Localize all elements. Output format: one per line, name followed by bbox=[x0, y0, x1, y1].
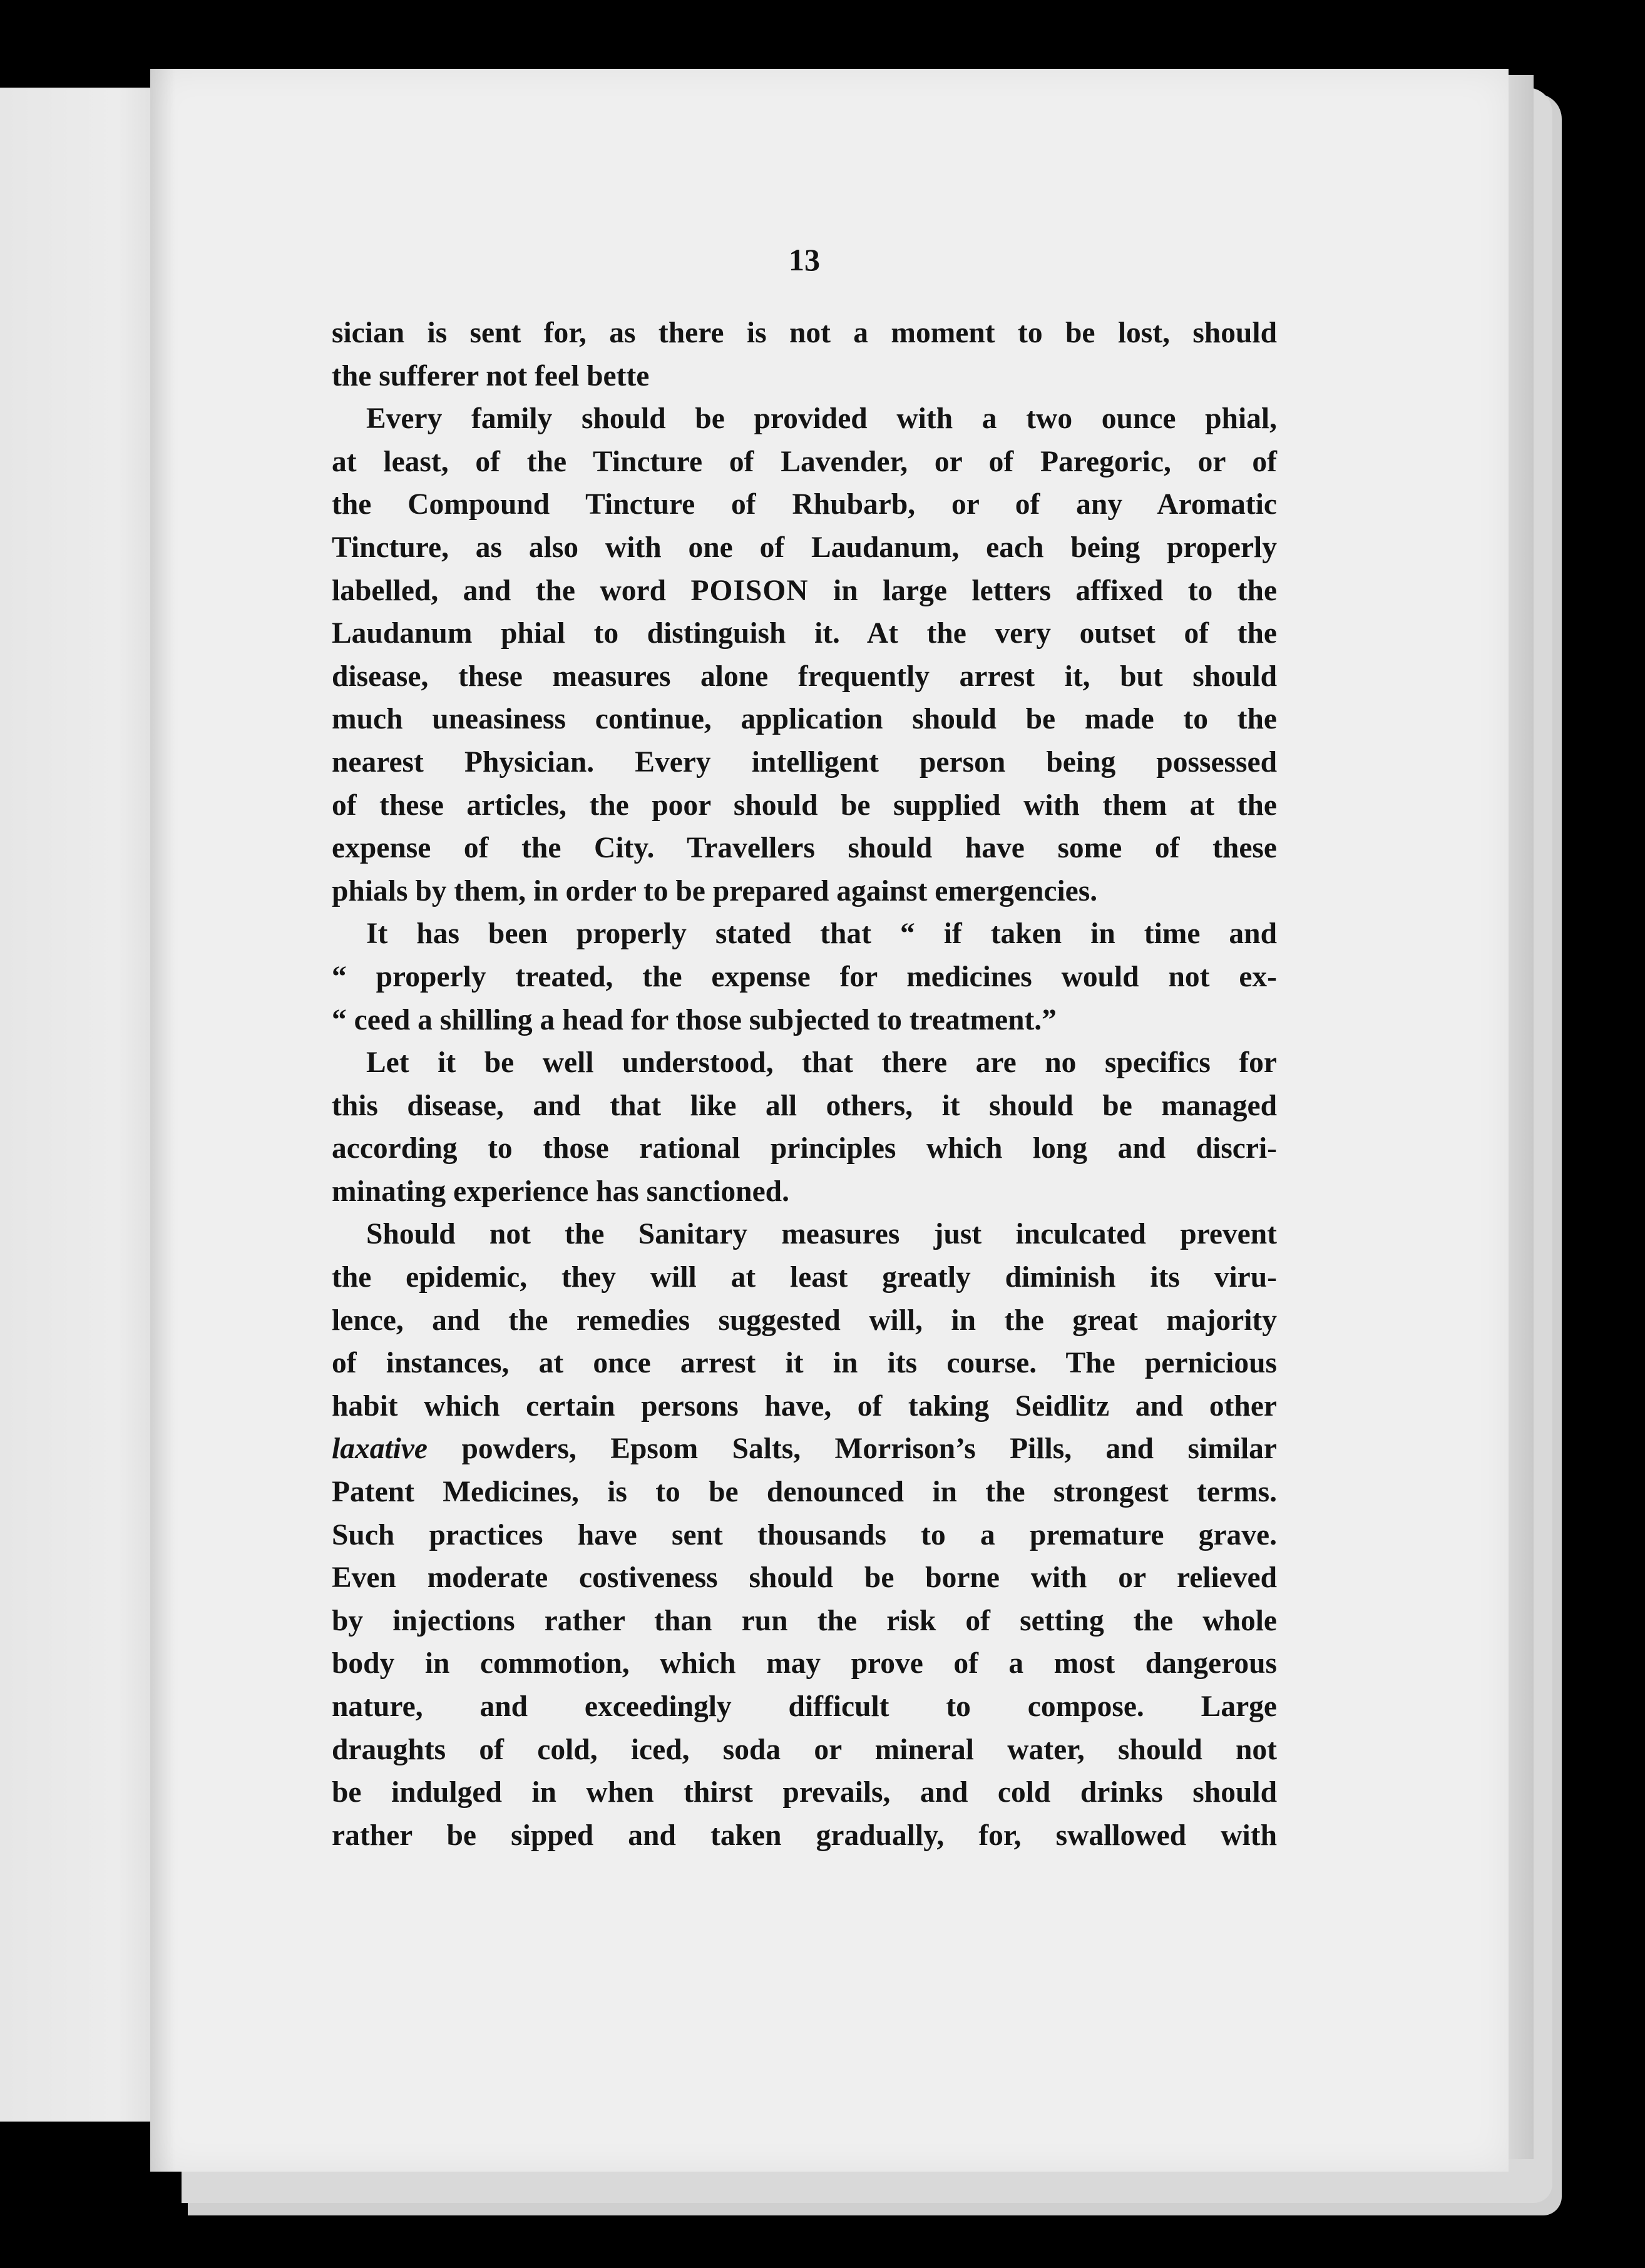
text-line: of these articles, the poor should be supplied with them at the bbox=[332, 789, 1277, 822]
gutter-shadow bbox=[150, 69, 175, 2172]
text-line: Tincture, as also with one of Laudanum, each being properly bbox=[332, 531, 1277, 564]
text-fragment: powders, Epsom Salts, Morrison’s Pills, and similar bbox=[461, 1433, 1277, 1466]
text-line bbox=[332, 1428, 1277, 1471]
text-line bbox=[332, 570, 1277, 613]
text-line: draughts of cold, iced, soda or mineral water, should not bbox=[332, 1733, 1277, 1766]
text-line: lence, and the remedies suggested will, in the great majority bbox=[332, 1304, 1277, 1337]
text-line: “ properly treated, the expense for medicines would not ex- bbox=[332, 960, 1277, 993]
poison-word: POISON bbox=[690, 574, 809, 607]
text-line: the epidemic, they will at least greatly diminish its viru- bbox=[332, 1261, 1277, 1294]
text-line: Let it be well understood, that there are no specifics for bbox=[366, 1046, 1277, 1080]
text-line: by injections rather than run the risk of setting the whole bbox=[332, 1604, 1277, 1637]
text-line: sician is sent for, as there is not a moment to be lost, should bbox=[332, 317, 1277, 349]
text-line: Even moderate costiveness should be borne with or relieved bbox=[332, 1561, 1277, 1595]
text-line: the Compound Tincture of Rhubarb, or of any Aromatic bbox=[332, 488, 1277, 521]
text-line: body in commotion, which may prove of a most dangerous bbox=[332, 1647, 1277, 1680]
text-line: Every family should be provided with a two ounce phial, bbox=[366, 402, 1277, 436]
text-line: Patent Medicines, is to be denounced in the strongest terms. bbox=[332, 1476, 1277, 1509]
text-line: rather be sipped and taken gradually, for, swallowed with bbox=[332, 1819, 1277, 1852]
text-line: phials by them, in order to be prepared against emergencies. bbox=[332, 874, 1098, 907]
text-fragment: labelled, and the word bbox=[332, 574, 667, 607]
text-line: Laudanum phial to distinguish it. At the very outset of the bbox=[332, 617, 1277, 650]
text-line: Should not the Sanitary measures just inculcated prevent bbox=[366, 1218, 1277, 1251]
text-line: of instances, at once arrest it in its course. The pernicious bbox=[332, 1347, 1277, 1380]
body-text bbox=[332, 312, 1277, 1857]
text-line: at least, of the Tincture of Lavender, or of Paregoric, or of bbox=[332, 445, 1277, 478]
text-line: minating experience has sanctioned. bbox=[332, 1175, 789, 1208]
text-line: expense of the City. Travellers should have some of these bbox=[332, 832, 1277, 865]
text-line: Such practices have sent thousands to a premature grave. bbox=[332, 1518, 1277, 1551]
laxative-word: laxative bbox=[332, 1433, 428, 1466]
text-line: be indulged in when thirst prevails, and cold drinks should bbox=[332, 1776, 1277, 1809]
text-fragment: in large letters affixed to the bbox=[833, 574, 1278, 607]
text-line: this disease, and that like all others, it should be managed bbox=[332, 1089, 1277, 1122]
text-line: nearest Physician. Every intelligent person being possessed bbox=[332, 745, 1277, 779]
text-line: nature, and exceedingly difficult to compose. Large bbox=[332, 1690, 1277, 1723]
text-line: habit which certain persons have, of taking Seidlitz and other bbox=[332, 1389, 1277, 1423]
text-line: “ ceed a shilling a head for those subjected to treatment.” bbox=[332, 1003, 1057, 1036]
text-line: much uneasiness continue, application should be made to the bbox=[332, 703, 1277, 736]
text-line: It has been properly stated that “ if taken in time and bbox=[366, 917, 1277, 951]
text-line: disease, these measures alone frequently arrest it, but should bbox=[332, 660, 1277, 693]
facing-page-edge bbox=[0, 88, 172, 2122]
text-line: the sufferer not feel bette bbox=[332, 359, 650, 392]
text-line: according to those rational principles which long and discri- bbox=[332, 1132, 1277, 1165]
page-number: 13 bbox=[789, 242, 820, 277]
